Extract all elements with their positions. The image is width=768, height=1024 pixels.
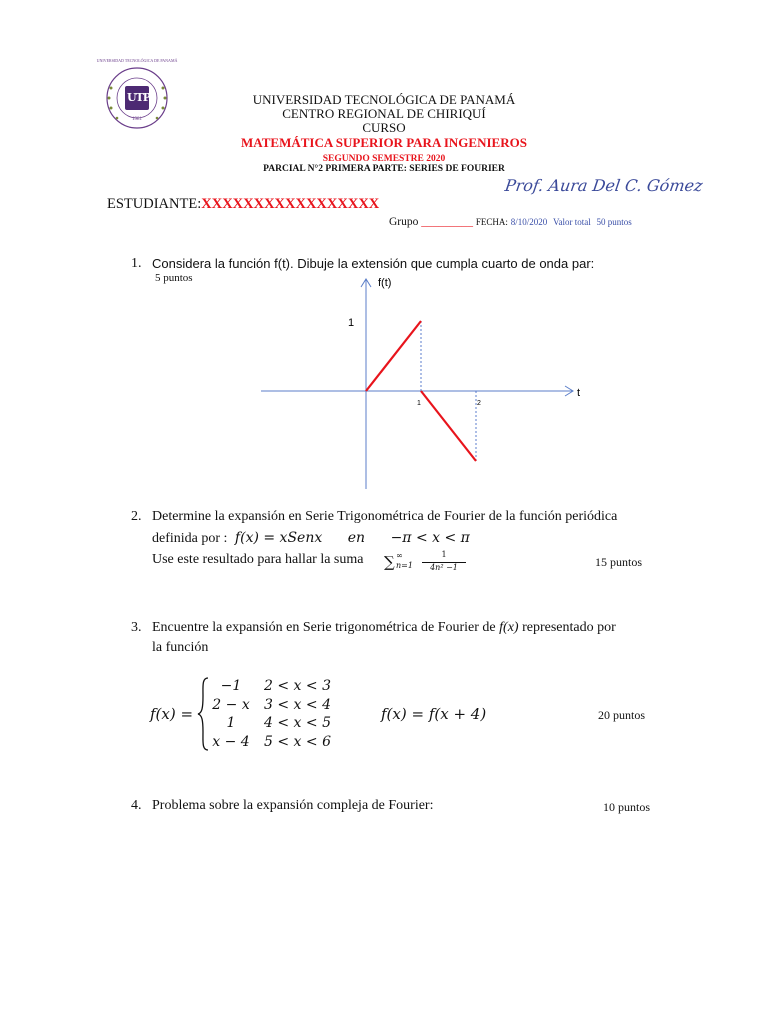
piece-expr: 1 — [226, 715, 236, 731]
group-value: _________ — [421, 216, 474, 228]
q3-line1-a: Encuentre la expansión en Serie trigonométrica de Fourier de — [152, 620, 500, 635]
total-label: Valor total — [553, 217, 591, 227]
q3-line1-b: representado por — [518, 620, 616, 635]
x-axis-label: t — [577, 387, 581, 399]
q1-text: Considera la función f(t). Dibuje la extensión que cumpla cuarto de onda par: — [152, 256, 595, 271]
student-label: ESTUDIANTE: — [107, 196, 202, 212]
total-value: 50 puntos — [596, 217, 632, 227]
student-name: XXXXXXXXXXXXXXXXX — [201, 196, 380, 212]
q3-points: 20 puntos — [598, 708, 646, 722]
meta-line — [389, 216, 632, 228]
q3-number: 3. — [131, 620, 142, 635]
q2-number: 2. — [131, 509, 142, 524]
q4-number: 4. — [131, 798, 142, 813]
logo-monogram: UTP — [127, 91, 151, 104]
q4-points: 10 puntos — [603, 800, 651, 814]
q2-sum — [384, 550, 474, 574]
student-line — [107, 196, 379, 213]
group-label: Grupo — [389, 216, 419, 228]
logo-ring-text: UNIVERSIDAD TECNOLÓGICA DE PANAMÁ — [96, 58, 178, 63]
q3-line2: la función — [152, 640, 209, 655]
exam-title: PARCIAL N°2 PRIMERA PARTE: SERIES DE FOURIER — [263, 164, 505, 174]
q4-text: Problema sobre la expansión compleja de Fourier: — [152, 798, 434, 813]
y-tick-label: 1 — [348, 317, 355, 329]
course-name: MATEMÁTICA SUPERIOR PARA INGENIEROS — [241, 135, 527, 150]
q2-range: −π < x < π — [390, 530, 470, 546]
q2-defined-by: definida por : — [152, 531, 228, 546]
q2-function: f(x) = xSenx — [234, 530, 323, 546]
q2-sum-text: Use este resultado para hallar la suma — [152, 552, 364, 567]
q2-line2 — [152, 530, 470, 547]
x-tick-2-label: 2 — [477, 400, 481, 407]
course-label: CURSO — [362, 120, 406, 135]
q3-line1-fx: f(x) — [499, 620, 519, 635]
piece-cond: 3 < x < 4 — [264, 696, 331, 713]
sum-upper: ∞ — [396, 551, 403, 560]
function-segment-2 — [421, 391, 476, 461]
logo-year: 1981 — [132, 117, 142, 122]
x-tick-1-label: 1 — [417, 400, 421, 407]
y-axis-label: f(t) — [378, 277, 392, 289]
sum-lower: n=1 — [396, 561, 413, 570]
date-value: 8/10/2020 — [510, 217, 548, 227]
piece-expr: −1 — [220, 678, 242, 694]
function-segment-1 — [366, 321, 421, 391]
function-graph — [255, 274, 585, 494]
q3-periodic: f(x) = f(x + 4) — [381, 705, 487, 723]
piece-cond: 5 < x < 6 — [264, 733, 331, 750]
piece-cond: 4 < x < 5 — [264, 715, 331, 731]
q2-line3 — [152, 552, 363, 568]
fraction-numerator: 1 — [441, 550, 447, 559]
regional-center: CENTRO REGIONAL DE CHIRIQUÍ — [282, 106, 486, 121]
q2-line1: Determine la expansión en Serie Trigonométrica de Fourier de la función periódica — [152, 509, 618, 524]
q3-line1 — [152, 620, 616, 636]
q1-number: 1. — [131, 256, 142, 271]
fraction-denominator: 4n² −1 — [430, 563, 458, 572]
sum-symbol: ∑ — [384, 553, 395, 571]
q3-lhs: f(x) = — [150, 705, 194, 723]
piece-expr: x − 4 — [212, 733, 250, 750]
q2-en: en — [347, 530, 366, 546]
date-label: FECHA: — [475, 217, 508, 227]
professor-signature: Prof. Aura Del C. Gómez — [503, 176, 704, 195]
q1-points: 5 puntos — [155, 272, 193, 284]
piece-cond: 2 < x < 3 — [264, 678, 331, 694]
university-name: UNIVERSIDAD TECNOLÓGICA DE PANAMÁ — [252, 92, 516, 107]
q2-points: 15 puntos — [595, 555, 643, 569]
piece-expr: 2 − x — [212, 696, 250, 713]
semester: SEGUNDO SEMESTRE 2020 — [322, 154, 446, 164]
